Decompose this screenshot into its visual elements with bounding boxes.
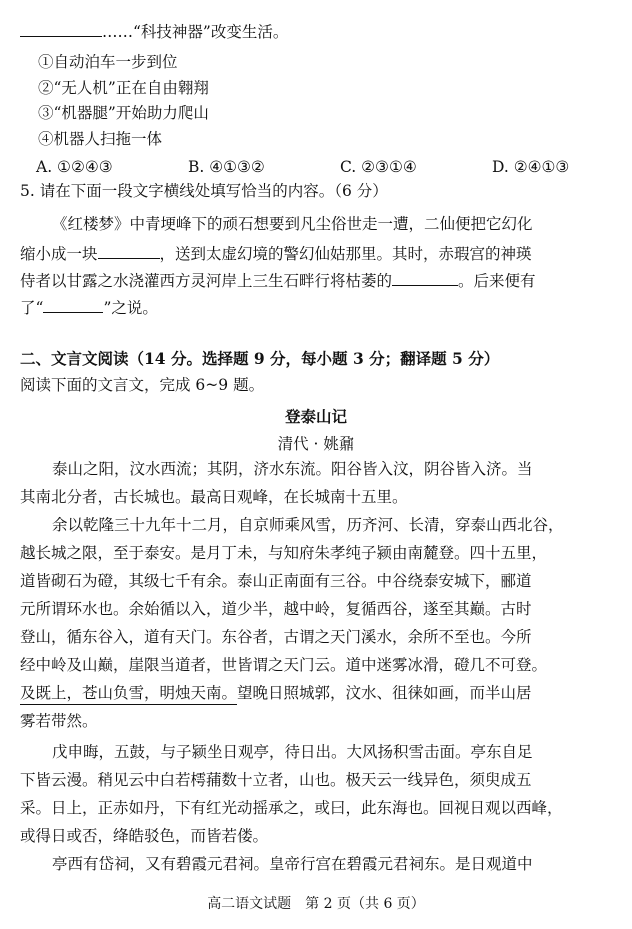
q4-item-3: ③“机器腿”开始助力爬山 <box>38 104 209 122</box>
q4-leadin-text: ……“科技神器”改变生活。 <box>102 22 289 41</box>
passage-line: 或得日或否，绛皓驳色，而皆若偻。 <box>20 827 269 845</box>
underlined-sentence: 及既上，苍山负雪，明烛天南。 <box>20 684 237 705</box>
passage-line: 其南北分者，古长城也。最高日观峰，在长城南十五里。 <box>20 488 408 506</box>
passage-line: 下皆云漫。稍见云中白若樗蒱数十立者，山也。极天云一线异色，须臾成五 <box>20 771 532 789</box>
passage-line: 亭西有岱祠，又有碧霞元君祠。皇帝行宫在碧霞元君祠东。是日观道中 <box>52 855 533 873</box>
answer-blank-1[interactable] <box>98 244 160 259</box>
passage-line: 采。日上，正赤如丹，下有红光动摇承之，或曰，此东海也。回视日观以西峰， <box>20 799 563 817</box>
section-instruction: 阅读下面的文言文，完成 6~9 题。 <box>20 376 265 394</box>
q5-line-3 <box>20 271 536 289</box>
passage-title: 登泰山记 <box>284 407 347 426</box>
option-b[interactable]: B. ④①③② <box>188 158 265 176</box>
option-c[interactable]: C. ②③①④ <box>340 158 417 176</box>
q5-line-3a: 侍者以甘露之水浇灌西方灵河岸上三生石畔行将枯萎的 <box>20 271 393 290</box>
q5-line-2b: ，送到太虚幻境的警幻仙姑那里。其时，赤瑕宫的神瑛 <box>159 244 532 263</box>
section-heading: 二、文言文阅读（14 分。选择题 9 分，每小题 3 分；翻译题 5 分） <box>20 349 500 368</box>
q4-item-1: ①自动泊车一步到位 <box>38 53 178 71</box>
passage-line-underlined <box>20 686 532 702</box>
passage-line: 雾若带然。 <box>20 712 98 730</box>
passage-line: 登山，循东谷入，道有天门。东谷者，古谓之天门溪水，余所不至也。今所 <box>20 628 532 646</box>
q4-item-4: ④机器人扫拖一体 <box>38 130 163 148</box>
q5-line-4b: ”之说。 <box>103 298 158 317</box>
answer-blank <box>20 22 102 37</box>
answer-blank-2[interactable] <box>392 271 458 286</box>
option-d[interactable]: D. ②④①③ <box>492 158 570 176</box>
passage-line: 泰山之阳，汶水西流；其阴，济水东流。阳谷皆入汶，阴谷皆入济。当 <box>52 460 533 478</box>
answer-blank-3[interactable] <box>43 298 103 313</box>
q5-line-4a: 了“ <box>20 298 44 317</box>
passage-line: 经中岭及山巅，崖限当道者，世皆谓之天门云。道中迷雾冰滑，磴几不可登。 <box>20 656 548 674</box>
passage-line: 余以乾隆三十九年十二月，自京师乘风雪，历齐河、长清，穿泰山西北谷， <box>52 516 564 534</box>
passage-line: 元所谓环水也。余始循以入，道少半，越中岭，复循西谷，遂至其巅。古时 <box>20 600 532 618</box>
q5-line-1: 《红楼梦》中青埂峰下的顽石想要到凡尘俗世走一遭，二仙便把它幻化 <box>52 215 533 233</box>
q5-line-3b: 。后来便有 <box>458 271 536 290</box>
page-footer: 高二语文试题 第 2 页（共 6 页） <box>207 896 425 912</box>
q4-options <box>36 158 596 178</box>
passage-line: 越长城之限，至于泰安。是月丁未，与知府朱孝纯子颍由南麓登。四十五里， <box>20 544 548 562</box>
q5-line-2a: 缩小成一块 <box>20 244 98 263</box>
q5-stem: 5. 请在下面一段文字横线处填写恰当的内容。（6 分） <box>20 182 388 200</box>
q4-leadin <box>20 22 288 40</box>
passage-line: 戊申晦，五鼓，与子颍坐日观亭，待日出。大风扬积雪击面。亭东自足 <box>52 743 533 761</box>
option-a[interactable]: A. ①②④③ <box>36 158 113 176</box>
q5-line-2 <box>20 244 532 262</box>
passage-author: 清代 · 姚鼐 <box>277 435 355 453</box>
q4-item-2: ②“无人机”正在自由翱翔 <box>38 79 209 97</box>
passage-line: 道皆砌石为磴，其级七千有余。泰山正南面有三谷。中谷绕泰安城下，郦道 <box>20 572 532 590</box>
q5-line-4 <box>20 298 158 316</box>
passage-line-rest: 望晚日照城郭，汶水、徂徕如画，而半山居 <box>237 684 532 702</box>
